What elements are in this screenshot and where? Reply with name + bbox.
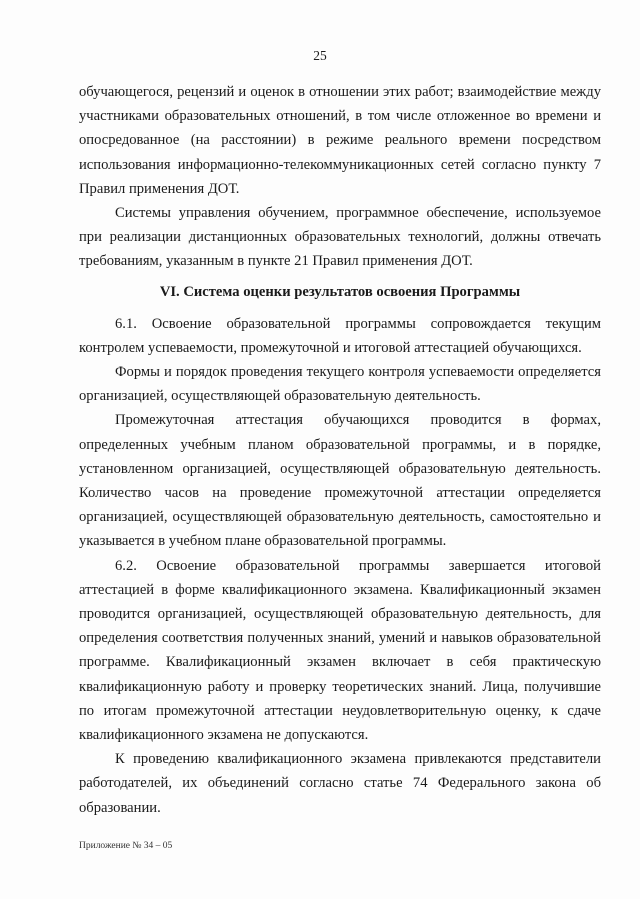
paragraph: Формы и порядок проведения текущего контроля успеваемости определяется организацией, осуществляющей образовательную деятельность.	[79, 364, 601, 405]
paragraph: Системы управления обучением, программное обеспечение, используемое при реализации дистанционных образовательных технологий, должны отвечать требованиям, указанным в пункте 21 Правил применения ДОТ.	[79, 205, 601, 270]
paragraph: обучающегося, рецензий и оценок в отношении этих работ; взаимодействие между участниками образовательных отношений, в том числе отложенное во времени и опосредованное (на расстоянии) в режиме реального времени посредством использования информационно-телекоммуникационных сетей согласно пункту 7 Правил применения ДОТ.	[79, 84, 601, 197]
page-number: 25	[313, 48, 327, 63]
paragraph: Промежуточная аттестация обучающихся проводится в формах, определенных учебным планом образовательной программы, и в порядке, установленном организацией, осуществляющей образовательную деятельность. Количество часов на проведение промежуточной аттестации определяется организацией, осуществляющей образовательную деятельность, самостоятельно и указывается в учебном плане образовательной программы.	[79, 412, 601, 550]
page-footer: Приложение № 34 – 05	[79, 841, 173, 851]
paragraph: К проведению квалификационного экзамена привлекаются представители работодателей, их объединений согласно статье 74 Федерального закона об образовании.	[79, 751, 601, 816]
paragraph: 6.2. Освоение образовательной программы завершается итоговой аттестацией в форме квалификационного экзамена. Квалификационный экзамен проводится организацией, осуществляющей образовательную деятельность, для определения соответствия полученных знаний, умений и навыков образовательной программе. Квалификационный экзамен включает в себя практическую квалификационную работу и проверку теоретических знаний. Лица, получившие по итогам промежуточной аттестации неудовлетворительную оценку, к сдаче квалификационного экзамена не допускаются.	[79, 557, 601, 744]
document-body	[79, 80, 601, 820]
section-heading: VI. Система оценки результатов освоения Программы	[159, 283, 521, 300]
paragraph: 6.1. Освоение образовательной программы сопровождается текущим контролем успеваемости, промежуточной и итоговой аттестацией обучающихся.	[79, 315, 601, 356]
